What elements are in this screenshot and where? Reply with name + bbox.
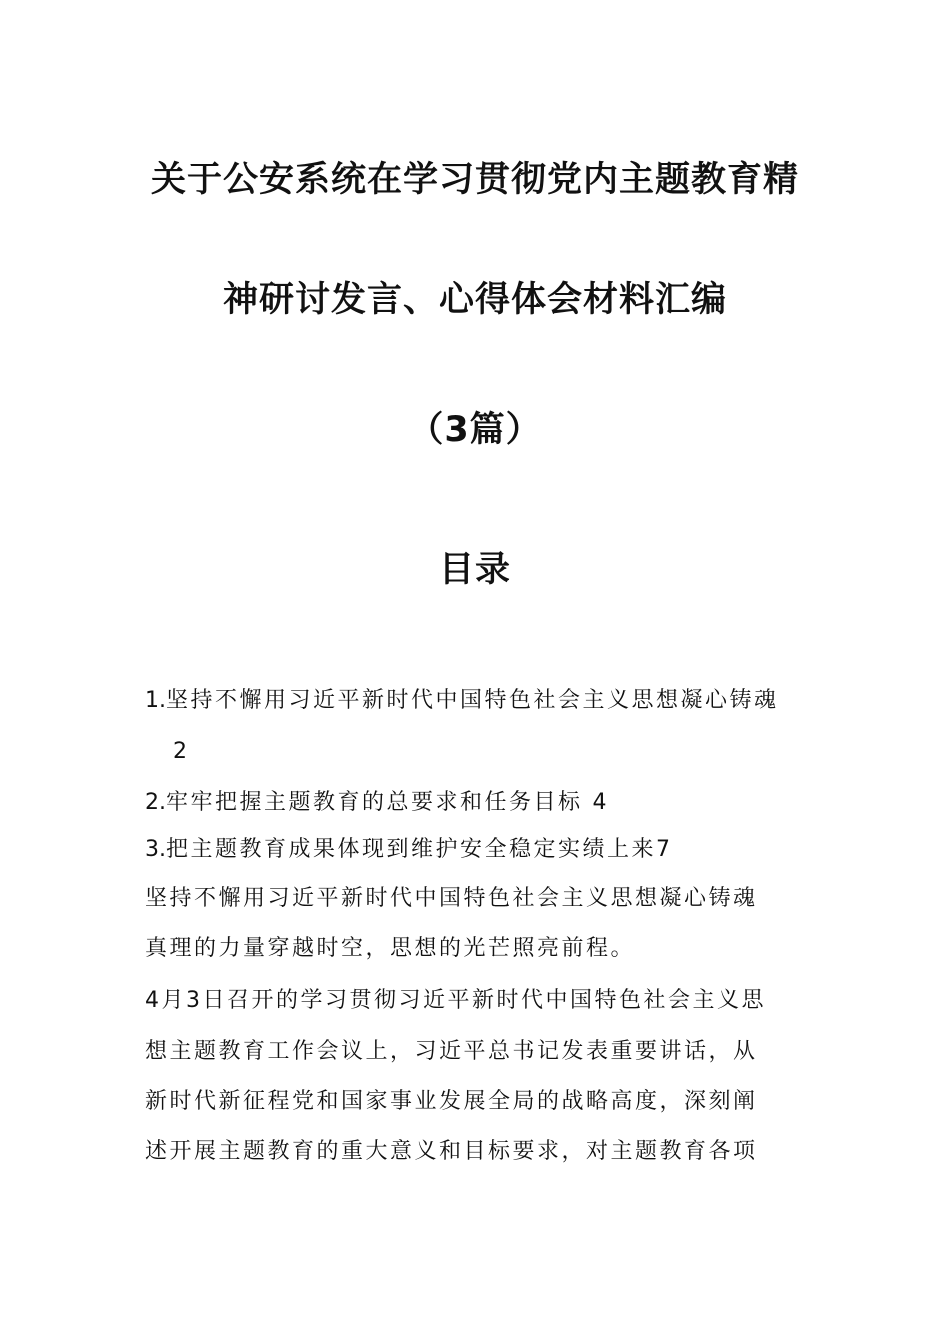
document-title-line-2: 神研讨发言、心得体会材料汇编 [222, 280, 727, 320]
document-title-line-1: 关于公安系统在学习贯彻党内主题教育精 [150, 160, 799, 200]
toc-entry-2[interactable] [145, 788, 810, 818]
toc-entry-number: 1. [145, 688, 166, 713]
toc-entry-1[interactable] [145, 686, 810, 716]
paragraph-1: 真理的力量穿越时空，思想的光芒照亮前程。 [145, 936, 636, 961]
toc-entry-page: 4 [592, 790, 607, 815]
paragraph-2-line: 新时代新征程党和国家事业发展全局的战略高度，深刻阐 [145, 1089, 758, 1114]
paragraph-2-line: 述开展主题教育的重大意义和目标要求，对主题教育各项 [145, 1139, 758, 1164]
toc-entry-text: 坚持不懈用习近平新时代中国特色社会主义思想凝心铸魂 [166, 688, 779, 713]
toc-heading: 目录 [438, 550, 511, 590]
article-title: 坚持不懈用习近平新时代中国特色社会主义思想凝心铸魂 [145, 886, 758, 911]
toc-entry-text: 牢牢把握主题教育的总要求和任务目标 [166, 790, 583, 815]
paragraph-2-line: 想主题教育工作会议上，习近平总书记发表重要讲话，从 [145, 1039, 758, 1064]
toc-entry-number: 2. [145, 790, 166, 815]
article-count: （3篇） [408, 410, 542, 450]
toc-entry-text: 把主题教育成果体现到维护安全稳定实绩上来 [166, 837, 657, 862]
toc-entry-3[interactable] [145, 835, 810, 865]
toc-entry-number: 3. [145, 837, 166, 862]
toc-entry-page: 7 [656, 837, 671, 862]
toc-entry-1-page: 2 [173, 739, 187, 764]
paragraph-2-line: 4月3日召开的学习贯彻习近平新时代中国特色社会主义思 [145, 988, 766, 1013]
